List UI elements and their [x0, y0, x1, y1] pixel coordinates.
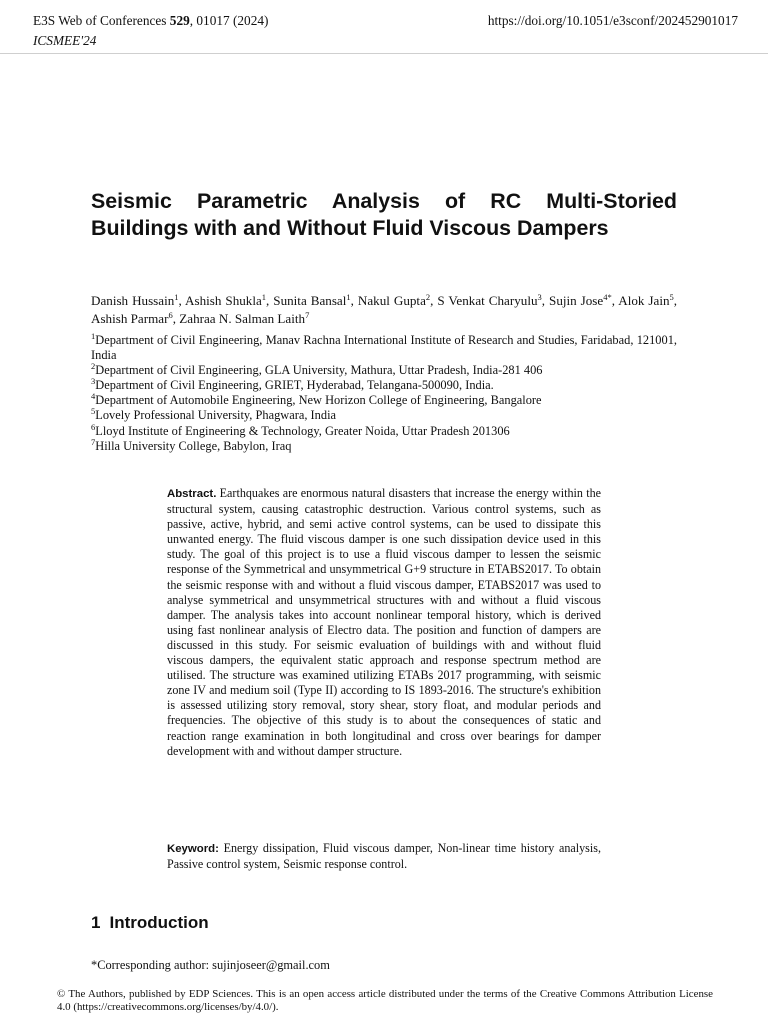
affiliation-text: Department of Civil Engineering, GLA University, Mathura, Uttar Pradesh, India-281 406: [95, 363, 543, 378]
affiliation: [91, 393, 677, 408]
author: [549, 293, 612, 308]
author: [273, 293, 350, 308]
author-affiliation-mark: 3: [537, 292, 542, 302]
author-name: Sunita Bansal: [273, 293, 347, 308]
affiliation: [91, 408, 677, 423]
author: [185, 293, 266, 308]
author-affiliation-mark: 7: [305, 310, 310, 320]
affiliation: [91, 421, 677, 439]
author-name: Sujin Jose: [549, 293, 604, 308]
section-heading: [91, 912, 209, 934]
paper-title: Seismic Parametric Analysis of RC Multi-Storied Buildings with and Without Fluid Viscous Dampers: [91, 189, 677, 240]
author: [358, 293, 430, 308]
affiliation: [91, 436, 677, 454]
affiliation-text: Lloyd Institute of Engineering & Technology, Greater Noida, Uttar Pradesh 201306: [95, 423, 510, 438]
keywords-text: Energy dissipation, Fluid viscous damper, Non-linear time history analysis, Passive control system, Seismic response control.: [167, 841, 601, 872]
abstract-text: Earthquakes are enormous natural disasters that increase the energy within the structural system, causing catastrophic destruction. Various control systems, such as passive, active, hybrid, and semi active control systems, can be used to dissipate this unwanted energy. The fluid viscous damper is one such dissipation device used in this study. The goal of this project is to use a fluid viscous damper to lessen the seismic response of the Symmetrical and unsymmetrical G+9 structure in ETABS2017. To obtain the seismic response with and without a fluid viscous damper, ETABS2017 was used to analyse symmetrical and unsymmetrical structures with and without a fluid viscous damper. The analysis takes into account nonlinear temporal history, which is derived using fast nonlinear analysis of Electro data. The position and function of dampers are discussed in this study. For seismic evaluation of buildings with and without fluid viscous dampers, the equivalent static approach and response spectrum method are utilised. The structure was examined utilizing ETABs 2017 programming, with seismic zone IV and medium soil (Type II) according to IS 1893-2016. The structure's exhibition is assessed utilizing story removal, story shear, story float, and modular periods and frequencies. The objective of this study is to about the consequences of static and reaction range examination in both longitudinal and cross over bearings for damper development with and without damper structure.: [167, 486, 601, 758]
abstract-label: Abstract.: [167, 488, 217, 500]
author-affiliation-mark: 4*: [603, 292, 612, 302]
author-name: Danish Hussain: [91, 293, 175, 308]
author-affiliation-mark: 2: [425, 292, 431, 302]
affiliation-text: Hilla University College, Babylon, Iraq: [95, 438, 292, 453]
affiliation-number: 6: [91, 421, 96, 432]
keywords: [167, 841, 601, 872]
author-affiliation-mark: 1: [346, 292, 351, 302]
author-name: Ashish Shukla: [185, 293, 262, 308]
affiliation-text: Lovely Professional University, Phagwara, India: [95, 408, 337, 423]
section-title: Introduction: [109, 913, 209, 932]
conference-name: ICSMEE'24: [33, 33, 97, 48]
header-divider: [0, 53, 768, 54]
affiliation-number: 4: [91, 391, 96, 402]
author: [179, 311, 309, 326]
affiliation: [91, 333, 677, 363]
running-header: [33, 11, 268, 51]
author-name: S Venkat Charyulu: [437, 293, 538, 308]
author: [91, 311, 173, 326]
affiliation-number: 2: [91, 361, 96, 372]
affiliation-number: 7: [91, 436, 96, 447]
abstract: [167, 486, 601, 759]
author-affiliation-mark: 1: [174, 292, 179, 302]
affiliation: [91, 378, 677, 393]
author: [437, 293, 541, 308]
doi-link[interactable]: https://doi.org/10.1051/e3sconf/202452901017: [487, 13, 738, 28]
affiliation: [91, 363, 677, 378]
journal-name: E3S Web of Conferences: [33, 13, 167, 28]
license-footer: © The Authors, published by EDP Sciences. This is an open access article distributed under the terms of the Creative Commons Attribution License 4.0 (https://creativecommons.org/licenses/by/4.0/).: [57, 988, 713, 1014]
author: [618, 293, 674, 308]
affiliation-number: 3: [91, 376, 96, 387]
volume-number: 529: [169, 13, 190, 28]
affiliation-number: 5: [91, 406, 96, 417]
affiliation-text: Department of Civil Engineering, GRIET, Hyderabad, Telangana-500090, India.: [95, 378, 494, 393]
affiliation-text: Department of Automobile Engineering, New Horizon College of Engineering, Bangalore: [95, 393, 542, 408]
author-list: Danish Hussain$^1$, Ashish Shukla$^1$, Sunita Bansal$^1$, Nakul Gupta$^2$, S Venkat Charyulu$^3$, Sujin Jose$^{4*}$, Alok Jain$^5$, Ashish Parmar$^6$, Zahraa N. Salman Laith$^7$: [91, 292, 678, 326]
affiliation-list: [91, 333, 677, 454]
article-year: , 01017 (2024): [189, 13, 269, 28]
author-name: Zahraa N. Salman Laith: [179, 311, 306, 326]
author-name: Ashish Parmar: [91, 311, 169, 326]
author-affiliation-mark: 6: [168, 310, 173, 320]
keywords-label: Keyword:: [167, 843, 219, 855]
author: [91, 293, 179, 308]
author-name: Nakul Gupta: [357, 293, 426, 308]
affiliation-number: 1: [91, 331, 96, 341]
corresponding-author: *Corresponding author: sujinjoseer@gmail.com: [91, 958, 330, 972]
author-name: Alok Jain: [618, 293, 670, 308]
author-affiliation-mark: 5: [669, 292, 674, 302]
section-number: 1: [91, 913, 101, 932]
affiliation-text: Department of Civil Engineering, Manav Rachna International Institute of Research and Studies, Faridabad, 121001, India: [91, 333, 677, 363]
author-affiliation-mark: 1: [261, 292, 267, 302]
